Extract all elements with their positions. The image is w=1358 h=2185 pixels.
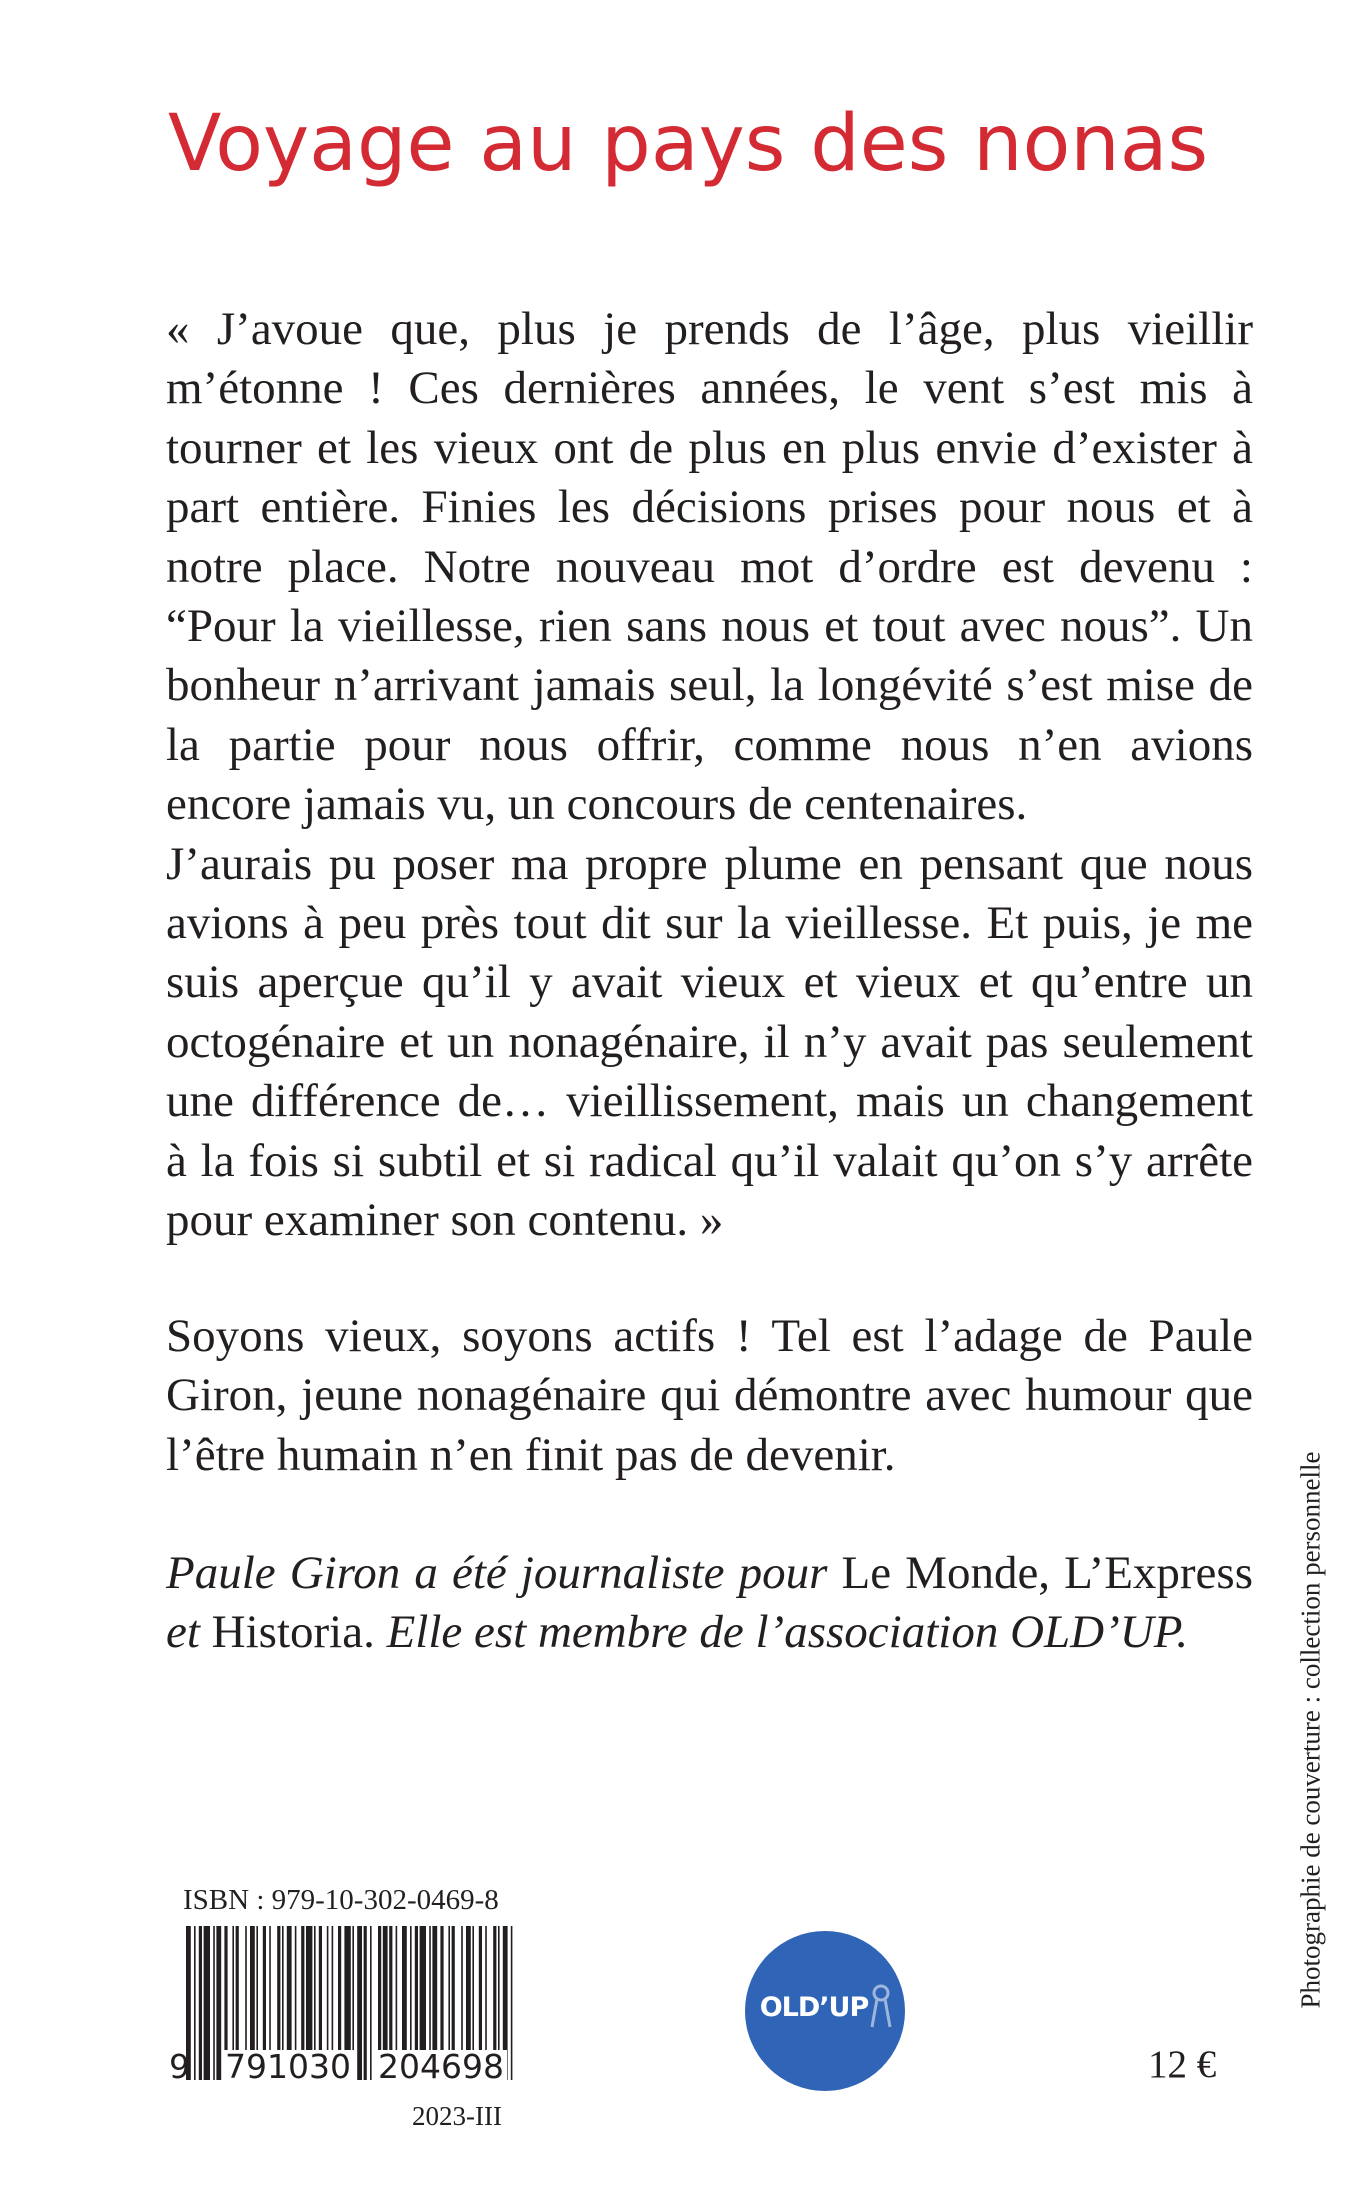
summary-text: Soyons vieux, soyons actifs ! Tel est l’adage de Paule Giron, jeune nonagénaire qui démontre avec humour que l’être humain n’en finit pas de devenir. <box>166 1310 1253 1481</box>
photo-credit: Photographie de couverture : collection personnelle <box>1295 1451 1326 2009</box>
oldup-logo-text: OLD’UP <box>759 1992 869 2023</box>
bio-italic-2: et <box>166 1606 200 1659</box>
bio-publications: Le Monde, L’Express <box>841 1547 1253 1599</box>
quote-block <box>166 300 1253 1251</box>
summary-paragraph <box>166 1307 1253 1485</box>
quote-paragraph-1: « J’avoue que, plus je prends de l’âge, plus vieillir m’étonne ! Ces dernières années, le vent s’est mis à tourner et les vieux ont de plus en plus envie d’exister à part entière. Finies les décisions prises pour nous et à notre place. Notre nouveau mot d’ordre est devenu : “Pour la vieillesse, rien sans nous et tout avec nous”. Un bonheur n’arrivant jamais seul, la longévité s’est mise de la partie pour nous offrir, comme nous n’en avions encore jamais vu, un concours de centenaires. <box>166 303 1253 831</box>
quote-paragraph-2: J’aurais pu poser ma propre plume en pensant que nous avions à peu près tout dit sur la vieillesse. Et puis, je me suis aperçue qu’il y avait vieux et vieux et qu’entre un octogénaire et un nonagénaire, il n’y avait pas seulement une différence de… vieillissement, mais un changement à la fois si subtil et si radical qu’il valait qu’on s’y arrête pour examiner son contenu. » <box>166 837 1253 1247</box>
book-title: Voyage au pays des nonas <box>168 99 1209 189</box>
bio-publication-historia: Historia. <box>199 1606 387 1659</box>
edition-code: 2023-III <box>412 2101 502 2131</box>
author-bio-text <box>166 1544 1253 1663</box>
author-bio <box>166 1544 1253 1663</box>
barcode-digits-left: 791030 <box>222 2050 354 2083</box>
barcode-digit-first: 9 <box>169 2047 190 2086</box>
price-label: 12 € <box>1148 2043 1217 2086</box>
bio-italic-3: Elle est membre de l’association OLD’UP. <box>386 1606 1189 1659</box>
bio-italic-1: Paule Giron a été journaliste pour <box>166 1547 842 1599</box>
ribbon-icon <box>868 1983 894 2033</box>
isbn-label: ISBN : 979-10-302-0469-8 <box>183 1884 499 1916</box>
oldup-logo <box>745 1931 905 2091</box>
barcode-digits-right: 204698 <box>375 2050 507 2083</box>
